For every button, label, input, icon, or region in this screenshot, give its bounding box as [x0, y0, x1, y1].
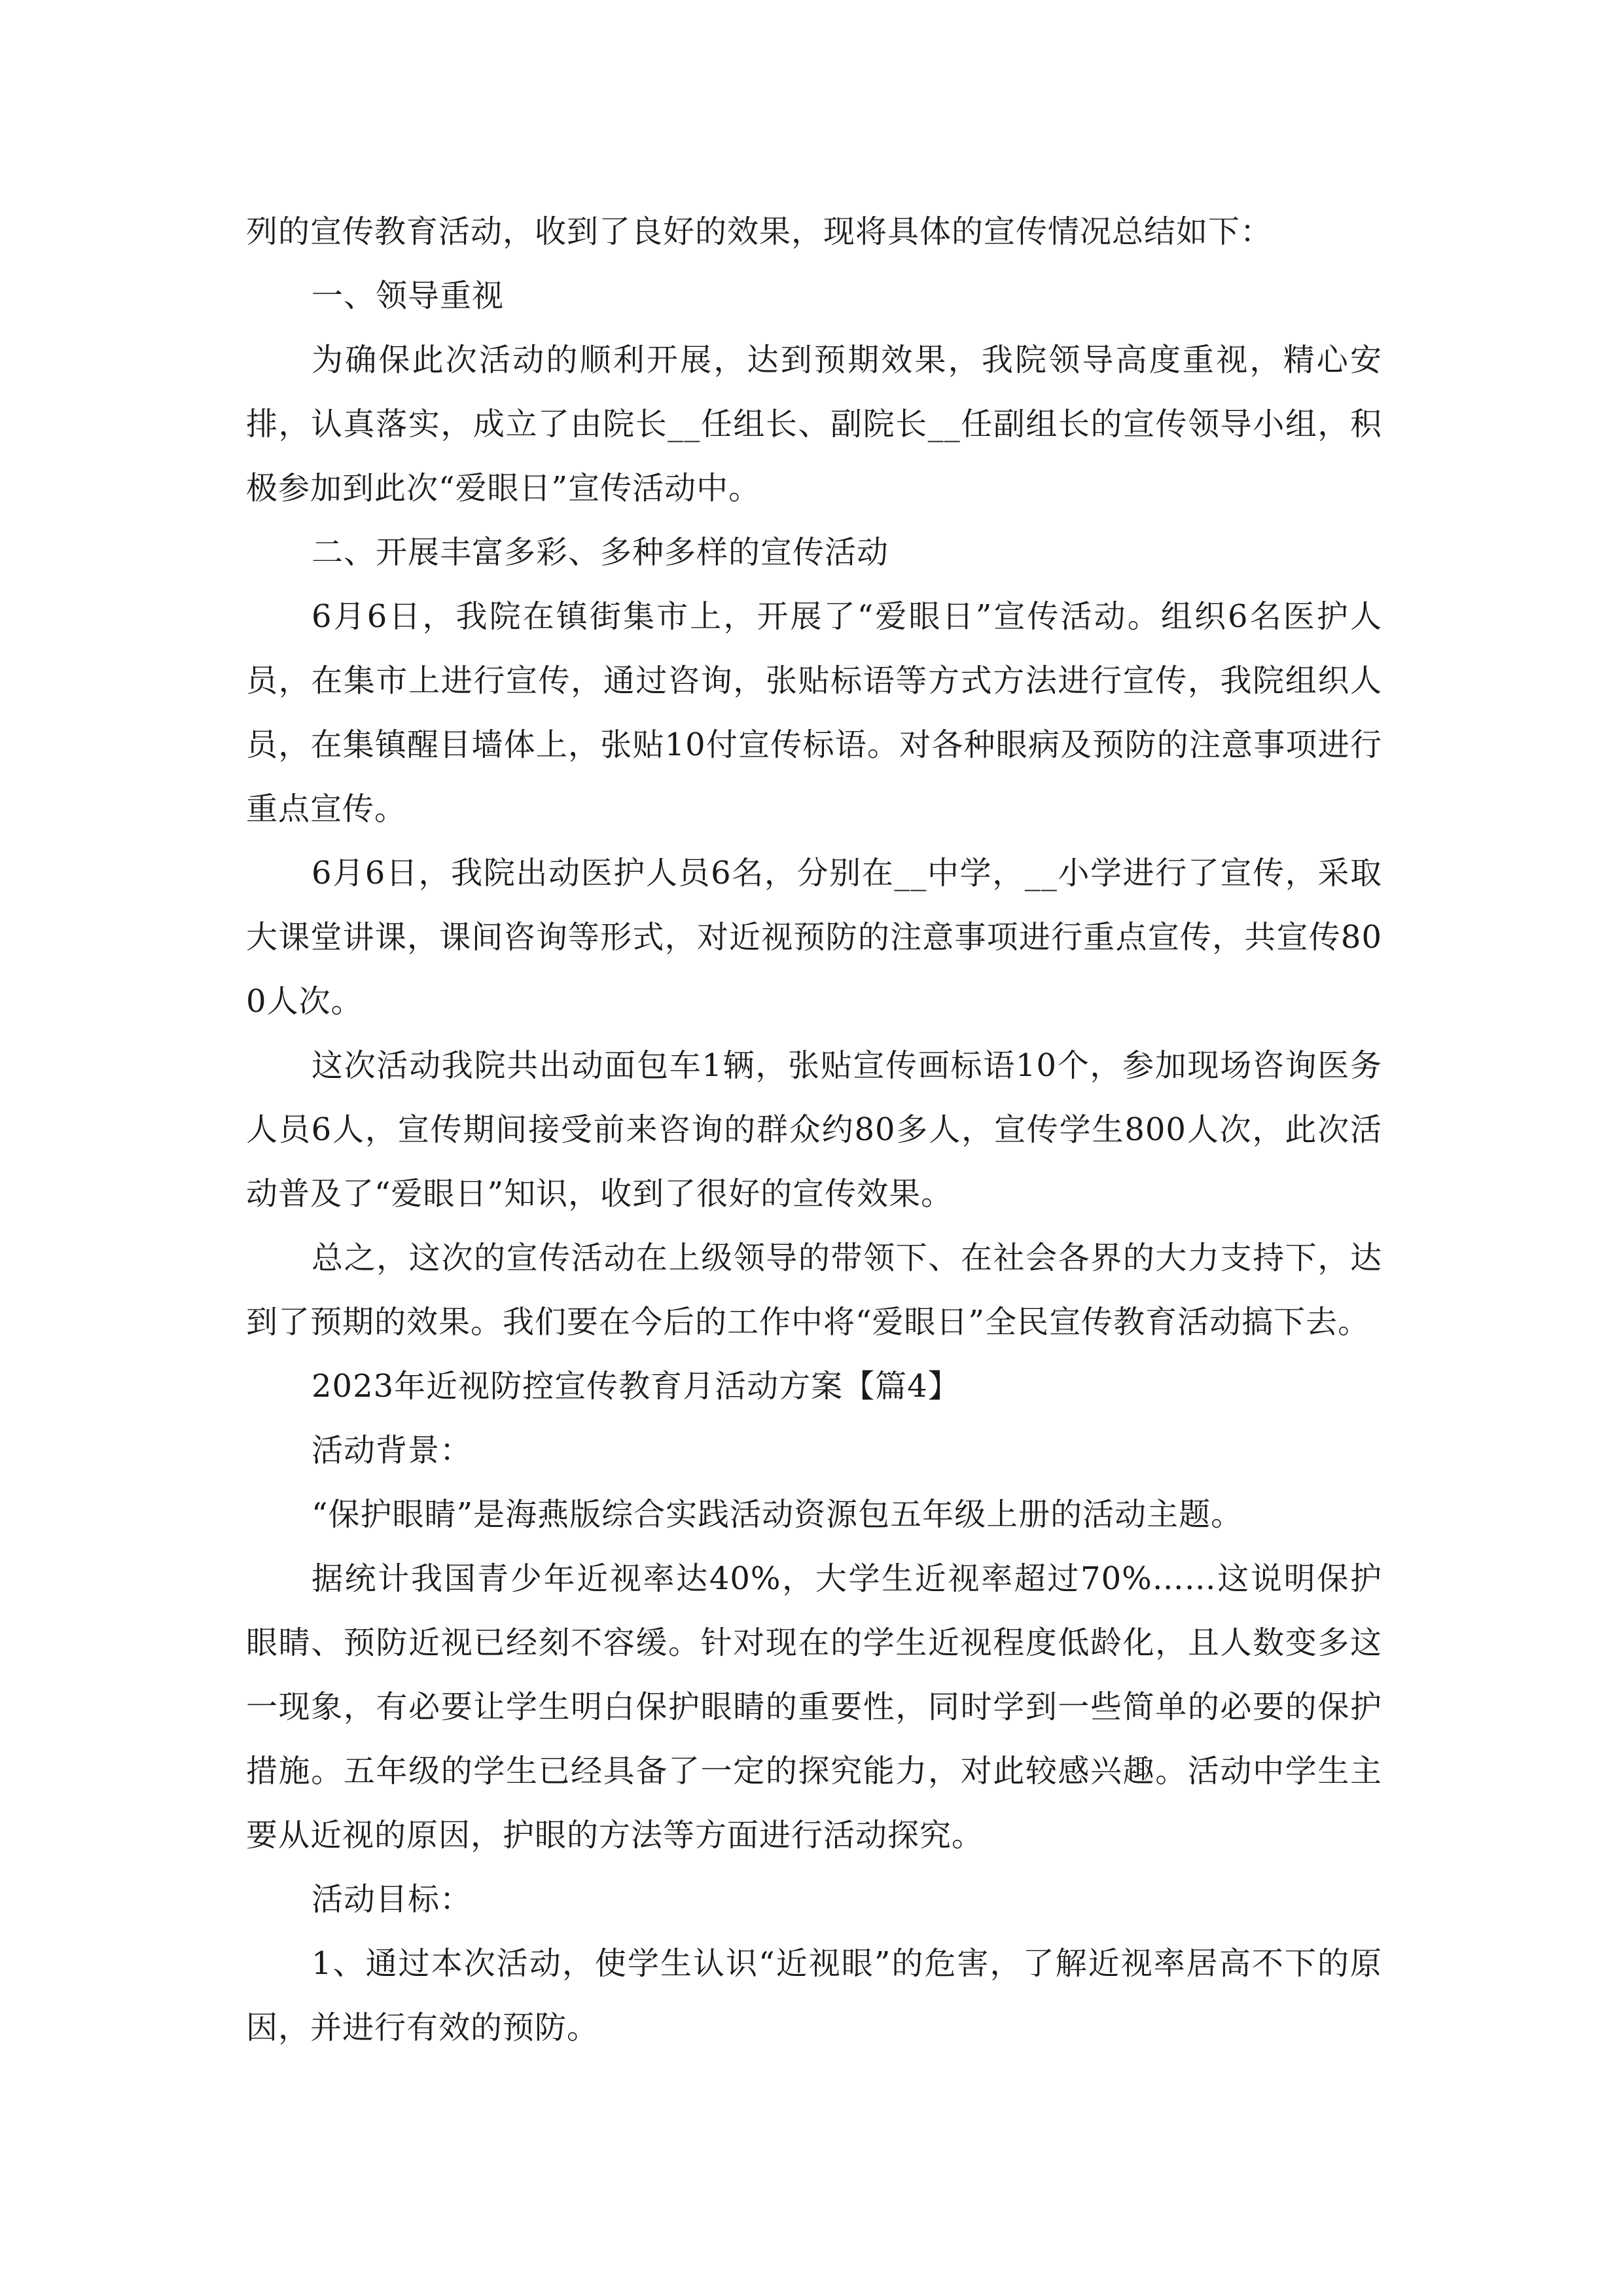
section-heading-activities: 二、开展丰富多彩、多种多样的宣传活动 [312, 534, 889, 571]
document-subtitle-part4: 2023年近视防控宣传教育月活动方案【篇4】 [312, 1368, 960, 1405]
paragraph-intro-continuation: 列的宣传教育活动，收到了良好的效果，现将具体的宣传情况总结如下： [246, 213, 1273, 250]
document-body [246, 200, 1382, 2060]
paragraph-campaign-stats: 这次活动我院共出动面包车1辆，张贴宣传画标语10个，参加现场咨询医务人员6人，宣传期间接受前来咨询的群众约80多人，宣传学生800人次，此次活动普及了“爱眼日”知识，收到了很好的宣传效果。 [246, 1047, 1382, 1212]
section-heading-leadership: 一、领导重视 [312, 278, 505, 314]
paragraph-leadership: 为确保此次活动的顺利开展，达到预期效果，我院领导高度重视，精心安排，认真落实，成立了由院长__任组长、副院长__任副组长的宣传领导小组，积极参加到此次“爱眼日”宣传活动中。 [246, 342, 1382, 507]
paragraph-market-campaign: 6月6日，我院在镇街集市上，开展了“爱眼日”宣传活动。组织6名医护人员，在集市上进行宣传，通过咨询，张贴标语等方式方法进行宣传，我院组织人员，在集镇醒目墙体上，张贴10付宣传标语。对各种眼病及预防的注意事项进行重点宣传。 [246, 598, 1382, 827]
paragraph-goal-1: 1、通过本次活动，使学生认识“近视眼”的危害，了解近视率居高不下的原因，并进行有效的预防。 [246, 1945, 1382, 2046]
label-goals: 活动目标： [312, 1881, 473, 1918]
paragraph-theme: “保护眼睛”是海燕版综合实践活动资源包五年级上册的活动主题。 [312, 1496, 1243, 1533]
paragraph-conclusion: 总之，这次的宣传活动在上级领导的带领下、在社会各界的大力支持下，达到了预期的效果。我们要在今后的工作中将“爱眼日”全民宣传教育活动搞下去。 [246, 1240, 1382, 1340]
paragraph-statistics: 据统计我国青少年近视率达40%，大学生近视率超过70%……这说明保护眼睛、预防近视已经刻不容缓。针对现在的学生近视程度低龄化，且人数变多这一现象，有必要让学生明白保护眼睛的重要性，同时学到一些简单的必要的保护措施。五年级的学生已经具备了一定的探究能力，对此较感兴趣。活动中学生主要从近视的原因，护眼的方法等方面进行活动探究。 [246, 1560, 1382, 1854]
paragraph-school-campaign: 6月6日，我院出动医护人员6名，分别在__中学，__小学进行了宣传，采取大课堂讲课，课间咨询等形式，对近视预防的注意事项进行重点宣传，共宣传800人次。 [246, 855, 1382, 1020]
label-background: 活动背景： [312, 1432, 473, 1469]
